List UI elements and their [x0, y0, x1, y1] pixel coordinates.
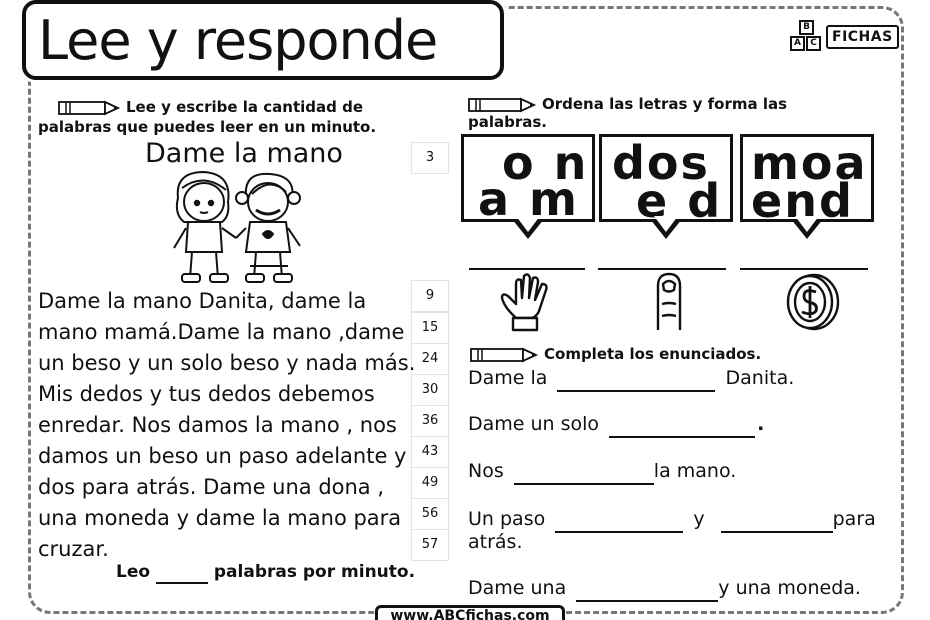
reading-suffix: palabras por minuto. — [213, 562, 416, 582]
word-count-cell: 24 — [411, 343, 449, 375]
story-line: damos un beso un paso adelante y — [38, 444, 407, 468]
answer-line[interactable] — [740, 268, 868, 270]
sentence-text: Danita. — [725, 367, 795, 389]
sentence-text: y una moneda. — [718, 577, 861, 599]
word-count-cell: 43 — [411, 436, 449, 468]
read-instruction-line2: palabras que puedes leer en un minuto. — [38, 118, 377, 136]
sentence-4-continuation: atrás. — [468, 531, 523, 553]
sentence-text: Un paso — [468, 508, 546, 530]
hand-icon — [498, 272, 560, 334]
sentence-blank[interactable] — [555, 507, 683, 533]
story-line: una moneda y dame la mano para — [38, 506, 402, 530]
word-count-cell: 3 — [411, 142, 449, 174]
story-line: dos para atrás. Dame una dona , — [38, 475, 385, 499]
story-title: Dame la mano — [145, 138, 343, 169]
scrambled-card-1 — [461, 134, 595, 226]
story-line: mano mamá.Dame la mano ,dame — [38, 320, 405, 344]
finger-icon — [652, 272, 686, 332]
word-count-cell: 15 — [411, 312, 449, 344]
order-instruction — [468, 96, 787, 113]
sentence-3 — [468, 459, 736, 485]
cube-c: C — [806, 36, 821, 51]
sentence-blank[interactable] — [576, 576, 718, 602]
sentence-text: Dame un solo — [468, 413, 600, 435]
story-line: enredar. Nos damos la mano , nos — [38, 413, 397, 437]
card-bottom-letters: end — [751, 174, 854, 228]
sentence-blank[interactable] — [721, 507, 833, 533]
sentence-blank[interactable] — [514, 459, 654, 485]
words-per-minute-blank[interactable] — [156, 562, 208, 584]
sentence-blank[interactable] — [609, 412, 755, 438]
word-count-cell: 9 — [411, 280, 449, 312]
card-pointer — [650, 219, 682, 239]
card-top-letters: moa — [751, 136, 868, 190]
sentence-4 — [468, 507, 876, 533]
word-count-cell: 30 — [411, 374, 449, 406]
brand-logo — [790, 20, 899, 54]
title-box — [22, 0, 504, 80]
answer-line[interactable] — [598, 268, 726, 270]
sentence-text: Nos — [468, 460, 504, 482]
complete-instruction — [470, 346, 761, 363]
coin-icon — [782, 272, 842, 332]
pencil-icon — [470, 347, 540, 363]
card-pointer — [791, 219, 823, 239]
scrambled-card-3 — [740, 134, 874, 228]
sentence-1 — [468, 366, 794, 392]
sentence-text: y — [693, 508, 705, 530]
word-count-cell: 57 — [411, 529, 449, 561]
sentence-text: . — [757, 413, 765, 435]
card-top-letters: o n — [502, 136, 589, 190]
cube-a: A — [790, 36, 805, 51]
sentence-text: Dame la — [468, 367, 548, 389]
pencil-icon — [468, 97, 538, 113]
sentence-2 — [468, 412, 764, 438]
reading-prefix: Leo — [116, 562, 151, 582]
sentence-5 — [468, 576, 861, 602]
card-top-letters: dos — [612, 136, 710, 190]
story-line: cruzar. — [38, 537, 109, 561]
order-instruction-line1: Ordena las letras y forma las — [542, 95, 788, 113]
story-line: un beso y un solo beso y nada más. — [38, 351, 416, 375]
word-count-cell: 36 — [411, 405, 449, 437]
sentence-blank[interactable] — [557, 366, 715, 392]
read-instruction — [58, 99, 363, 116]
answer-line[interactable] — [469, 268, 585, 270]
story-line: Dame la mano Danita, dame la — [38, 289, 367, 313]
children-holding-hands-illustration — [160, 168, 310, 288]
read-instruction-line1: Lee y escribe la cantidad de — [126, 98, 364, 116]
page-title: Lee y responde — [38, 9, 438, 72]
card-bottom-letters: e d — [636, 174, 723, 228]
sentence-text: la mano. — [653, 460, 737, 482]
cube-b: B — [799, 20, 814, 35]
card-bottom-letters: a m — [478, 172, 579, 226]
scrambled-card-2 — [599, 134, 733, 228]
sentence-text: para — [832, 508, 876, 530]
website-footer: www.ABCfichas.com — [375, 605, 565, 620]
complete-instruction-text: Completa los enunciados. — [544, 345, 762, 363]
reading-speed-line — [116, 562, 415, 584]
card-pointer — [512, 219, 544, 239]
word-count-cell: 49 — [411, 467, 449, 499]
word-count-cell: 56 — [411, 498, 449, 530]
abc-cubes-icon — [790, 20, 824, 54]
pencil-icon — [58, 100, 122, 116]
brand-text: FICHAS — [826, 25, 899, 49]
sentence-text: Dame una — [468, 577, 567, 599]
story-line: Mis dedos y tus dedos debemos — [38, 382, 375, 406]
order-instruction-line2: palabras. — [468, 113, 548, 131]
